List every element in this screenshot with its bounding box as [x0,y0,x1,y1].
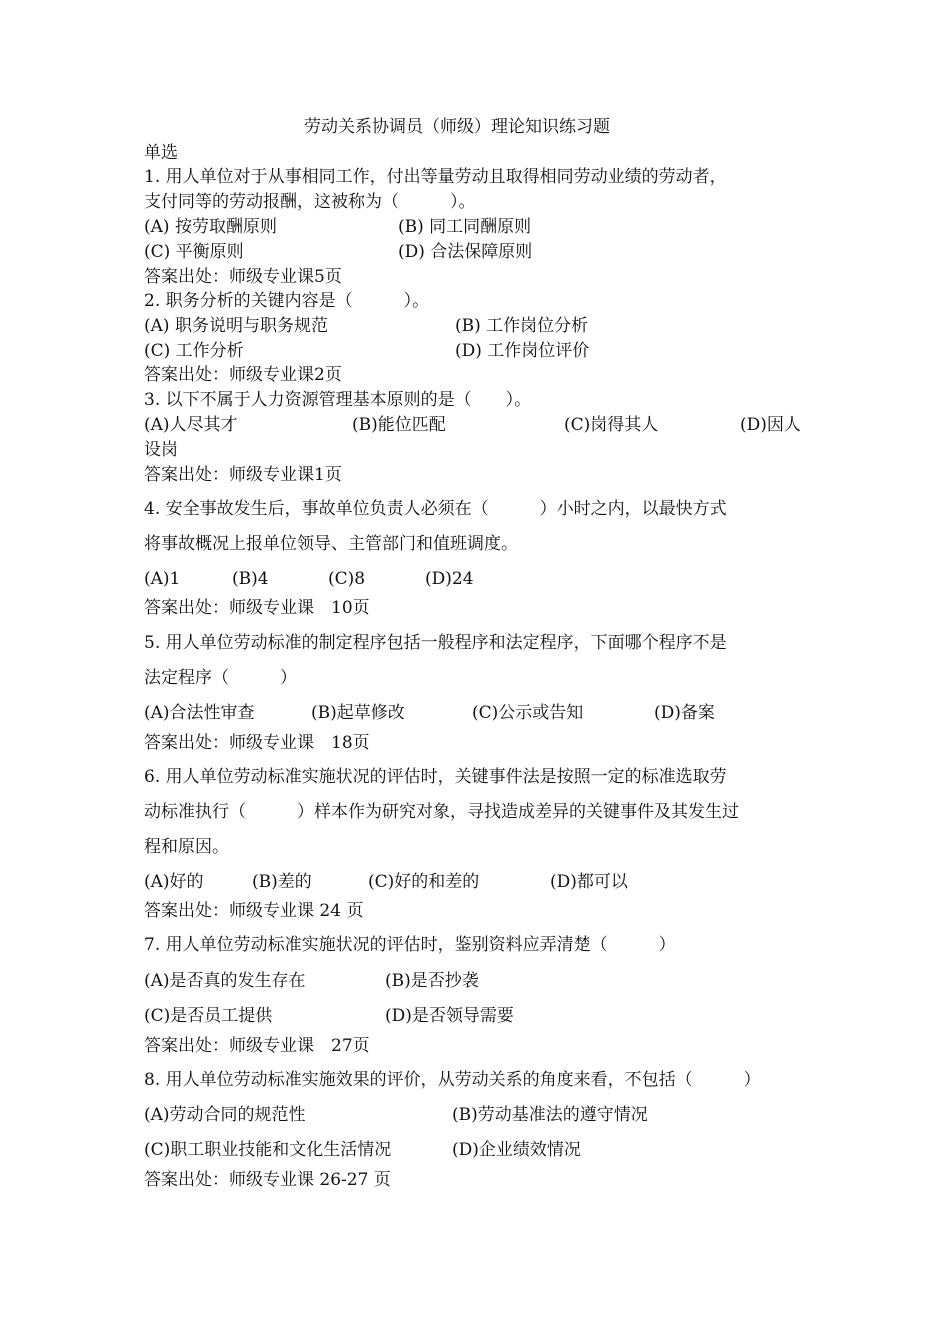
question-4-text-cont: 将事故概况上报单位领导、主管部门和值班调度。 [144,534,518,554]
q7-option-c: (C)是否员工提供 [144,1006,273,1026]
question-6-text-cont: 动标准执行（ ）样本作为研究对象，寻找造成差异的关键事件及其发生过 [144,802,739,822]
question-5-text: 5. 用人单位劳动标准的制定程序包括一般程序和法定程序，下面哪个程序不是 [144,633,727,653]
q5-option-d: (D)备案 [654,703,715,723]
question-2-text: 2. 职务分析的关键内容是（ ）。 [144,291,430,311]
q4-option-a: (A)1 [144,569,181,589]
q5-option-a: (A)合法性审查 [144,703,255,723]
q5-option-b: (B)起草修改 [311,703,405,723]
question-3-text: 3. 以下不属于人力资源管理基本原则的是（ ）。 [144,390,532,410]
q7-answer-source: 答案出处：师级专业课 27页 [144,1036,370,1056]
q3-option-c: (C)岗得其人 [564,415,659,435]
q4-option-d: (D)24 [425,569,474,589]
q8-option-b: (B)劳动基准法的遵守情况 [452,1105,648,1125]
page-title: 劳动关系协调员（师级）理论知识练习题 [304,117,610,137]
q1-option-d: (D) 合法保障原则 [398,242,533,262]
question-6-text-cont-2: 程和原因。 [144,837,229,857]
question-1-text-cont: 支付同等的劳动报酬，这被称为（ ）。 [144,192,476,212]
q7-option-d: (D)是否领导需要 [385,1006,514,1026]
q2-option-c: (C) 工作分析 [144,341,244,361]
q1-option-b: (B) 同工同酬原则 [398,217,532,237]
q2-option-b: (B) 工作岗位分析 [455,316,589,336]
q8-option-c: (C)职工职业技能和文化生活情况 [144,1140,392,1160]
q1-option-a: (A) 按劳取酬原则 [144,217,277,237]
q8-option-d: (D)企业绩效情况 [452,1140,581,1160]
q5-answer-source: 答案出处：师级专业课 18页 [144,733,370,753]
question-1-text: 1. 用人单位对于从事相同工作，付出等量劳动且取得相同劳动业绩的劳动者， [144,167,727,187]
q3-option-a: (A)人尽其才 [144,415,238,435]
question-4-text: 4. 安全事故发生后，事故单位负责人必须在（ ）小时之内，以最快方式 [144,499,727,519]
q7-option-a: (A)是否真的发生存在 [144,971,306,991]
q5-option-c: (C)公示或告知 [472,703,584,723]
q3-option-d: (D)因人 [740,415,801,435]
q6-option-b: (B)差的 [252,872,312,892]
q6-option-c: (C)好的和差的 [368,872,480,892]
q2-answer-source: 答案出处：师级专业课2页 [144,365,342,385]
q8-option-a: (A)劳动合同的规范性 [144,1105,306,1125]
q4-answer-source: 答案出处：师级专业课 10页 [144,598,370,618]
q3-option-b: (B)能位匹配 [352,415,446,435]
q2-option-a: (A) 职务说明与职务规范 [144,316,328,336]
q1-option-c: (C) 平衡原则 [144,242,244,262]
q1-answer-source: 答案出处：师级专业课5页 [144,267,342,287]
question-8-text: 8. 用人单位劳动标准实施效果的评价，从劳动关系的角度来看，不包括（ ） [144,1070,761,1090]
question-5-text-cont: 法定程序（ ） [144,668,297,688]
q7-option-b: (B)是否抄袭 [385,971,479,991]
q6-option-d: (D)都可以 [550,872,628,892]
q4-option-c: (C)8 [328,569,366,589]
q4-option-b: (B)4 [232,569,269,589]
question-6-text: 6. 用人单位劳动标准实施状况的评估时，关键事件法是按照一定的标准选取劳 [144,767,727,787]
q2-option-d: (D) 工作岗位评价 [455,341,590,361]
question-7-text: 7. 用人单位劳动标准实施状况的评估时，鉴别资料应弄清楚（ ） [144,935,676,955]
section-label: 单选 [144,143,178,163]
q6-option-a: (A)好的 [144,872,204,892]
q3-option-d-cont: 设岗 [144,440,178,460]
q3-answer-source: 答案出处：师级专业课1页 [144,465,342,485]
q8-answer-source: 答案出处：师级专业课 26-27 页 [144,1170,391,1190]
q6-answer-source: 答案出处：师级专业课 24 页 [144,901,364,921]
